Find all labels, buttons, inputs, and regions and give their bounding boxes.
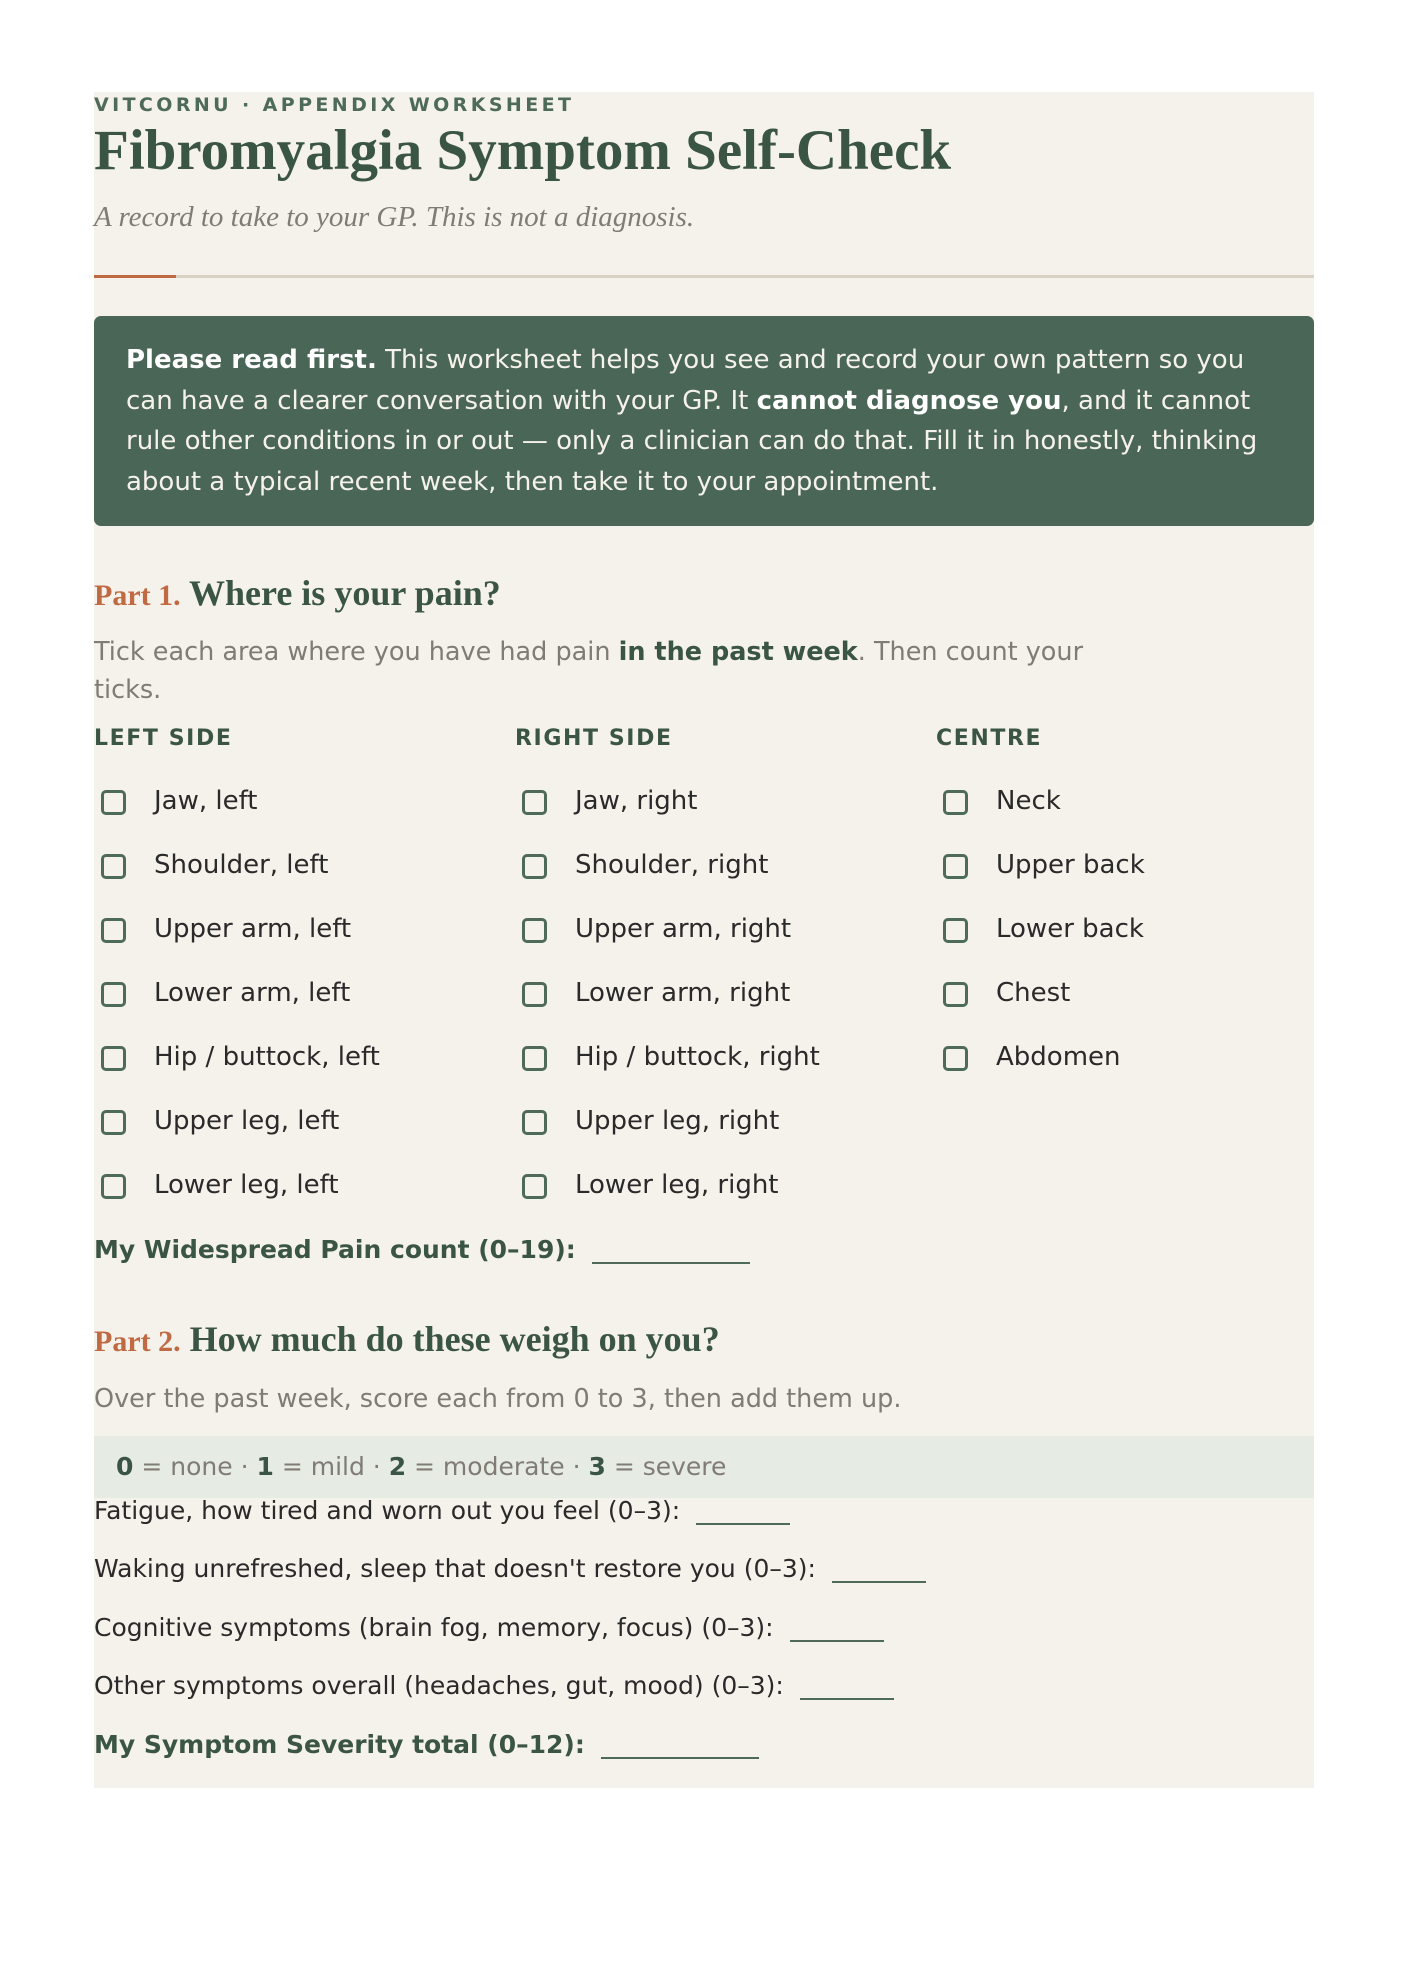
part1-desc-text: Tick each area where you have had pain <box>94 637 619 667</box>
scale-label: = mild <box>273 1452 365 1481</box>
part1-desc-end: . Then count your ticks. <box>94 637 1084 705</box>
eyebrow-label: VITCORNU · APPENDIX WORKSHEET <box>94 94 575 116</box>
scale-value: 0 <box>116 1452 134 1481</box>
notice-text-1: This worksheet helps you see and record your own pattern so you can have a clearer conversation with your GP. It <box>126 345 1245 416</box>
notice-emphasis: cannot diagnose you <box>756 385 1062 416</box>
notice-text-2: , and it cannot rule other conditions in or out — only a clinician can do that. Fill it in honestly, thinking about a typical recent week, then take it to your appointment. <box>126 385 1258 497</box>
column-heading-left: LEFT SIDE <box>94 726 233 751</box>
checkbox[interactable] <box>943 1046 968 1071</box>
pain-count-label: My Widespread Pain count (0–19): <box>94 1235 576 1264</box>
severity-score-input[interactable] <box>696 1497 790 1525</box>
part1-description <box>94 633 1114 709</box>
pain-item-label: Upper leg, right <box>575 1106 780 1136</box>
checkbox[interactable] <box>943 982 968 1007</box>
checkbox[interactable] <box>943 854 968 879</box>
severity-label: Cognitive symptoms (brain fog, memory, focus) (0–3): <box>94 1613 774 1642</box>
part1-title: Where is your pain? <box>189 573 501 613</box>
checkbox[interactable] <box>522 1046 547 1071</box>
severity-label: Waking unrefreshed, sleep that doesn't restore you (0–3): <box>94 1554 816 1583</box>
checkbox[interactable] <box>522 982 547 1007</box>
pain-item-label: Upper back <box>996 850 1145 880</box>
scale-separator: · <box>232 1452 257 1481</box>
pain-item-label: Abdomen <box>996 1042 1121 1072</box>
divider-accent <box>94 275 176 278</box>
checkbox[interactable] <box>522 1174 547 1199</box>
scale-separator: · <box>564 1452 589 1481</box>
checkbox[interactable] <box>101 854 126 879</box>
column-heading-centre: CENTRE <box>936 726 1043 751</box>
scale-value: 1 <box>256 1452 274 1481</box>
severity-total-row <box>94 1730 759 1759</box>
part2-description: Over the past week, score each from 0 to 3, then add them up. <box>94 1384 902 1414</box>
scale-label: = severe <box>605 1452 727 1481</box>
pain-item-label: Hip / buttock, left <box>154 1042 380 1072</box>
severity-label: Other symptoms overall (headaches, gut, mood) (0–3): <box>94 1671 784 1700</box>
checkbox[interactable] <box>943 790 968 815</box>
pain-item-label: Lower leg, right <box>575 1170 779 1200</box>
pain-item-label: Shoulder, left <box>154 850 329 880</box>
severity-score-input[interactable] <box>790 1614 884 1642</box>
checkbox[interactable] <box>101 1174 126 1199</box>
severity-total-label: My Symptom Severity total (0–12): <box>94 1730 585 1759</box>
part1-number: Part 1. <box>94 579 181 612</box>
severity-row-other <box>94 1671 894 1700</box>
severity-row-waking-unrefreshed <box>94 1554 926 1583</box>
checkbox[interactable] <box>522 1110 547 1135</box>
part1-desc-bold: in the past week <box>618 637 858 667</box>
page-title: Fibromyalgia Symptom Self-Check <box>94 119 952 182</box>
part1-heading <box>94 572 501 614</box>
checkbox[interactable] <box>522 790 547 815</box>
pain-item-label: Upper arm, right <box>575 914 792 944</box>
severity-row-cognitive <box>94 1613 884 1642</box>
checkbox[interactable] <box>522 918 547 943</box>
page-subtitle: A record to take to your GP. This is not a diagnosis. <box>94 201 695 233</box>
severity-label: Fatigue, how tired and worn out you feel (0–3): <box>94 1496 681 1525</box>
pain-count-row <box>94 1235 750 1264</box>
checkbox[interactable] <box>943 918 968 943</box>
severity-scale-legend <box>94 1436 1314 1498</box>
checkbox[interactable] <box>522 854 547 879</box>
pain-count-input[interactable] <box>592 1236 750 1264</box>
pain-item-label: Hip / buttock, right <box>575 1042 820 1072</box>
part2-title: How much do these weigh on you? <box>189 1319 720 1359</box>
read-first-notice <box>94 316 1314 526</box>
pain-item-label: Lower back <box>996 914 1144 944</box>
part2-heading <box>94 1318 720 1360</box>
pain-item-label: Chest <box>996 978 1071 1008</box>
scale-label: = moderate <box>406 1452 565 1481</box>
checkbox[interactable] <box>101 1110 126 1135</box>
severity-score-input[interactable] <box>800 1672 894 1700</box>
pain-item-label: Lower arm, left <box>154 978 351 1008</box>
pain-item-label: Upper leg, left <box>154 1106 340 1136</box>
severity-row-fatigue <box>94 1496 790 1525</box>
part2-number: Part 2. <box>94 1325 181 1358</box>
column-heading-right: RIGHT SIDE <box>515 726 673 751</box>
checkbox[interactable] <box>101 790 126 815</box>
scale-label: = none <box>133 1452 233 1481</box>
scale-value: 2 <box>388 1452 407 1481</box>
scale-value: 3 <box>588 1452 606 1481</box>
notice-lead: Please read first. <box>126 345 377 375</box>
pain-item-label: Upper arm, left <box>154 914 352 944</box>
checkbox[interactable] <box>101 918 126 943</box>
pain-item-label: Neck <box>996 786 1061 816</box>
pain-item-label: Jaw, right <box>575 786 698 816</box>
pain-item-label: Lower leg, left <box>154 1170 339 1200</box>
severity-total-input[interactable] <box>601 1731 759 1759</box>
checkbox[interactable] <box>101 1046 126 1071</box>
pain-item-label: Jaw, left <box>154 786 258 816</box>
checkbox[interactable] <box>101 982 126 1007</box>
pain-item-label: Shoulder, right <box>575 850 769 880</box>
scale-separator: · <box>364 1452 389 1481</box>
header-divider <box>94 275 1314 278</box>
severity-score-input[interactable] <box>832 1555 926 1583</box>
pain-item-label: Lower arm, right <box>575 978 791 1008</box>
